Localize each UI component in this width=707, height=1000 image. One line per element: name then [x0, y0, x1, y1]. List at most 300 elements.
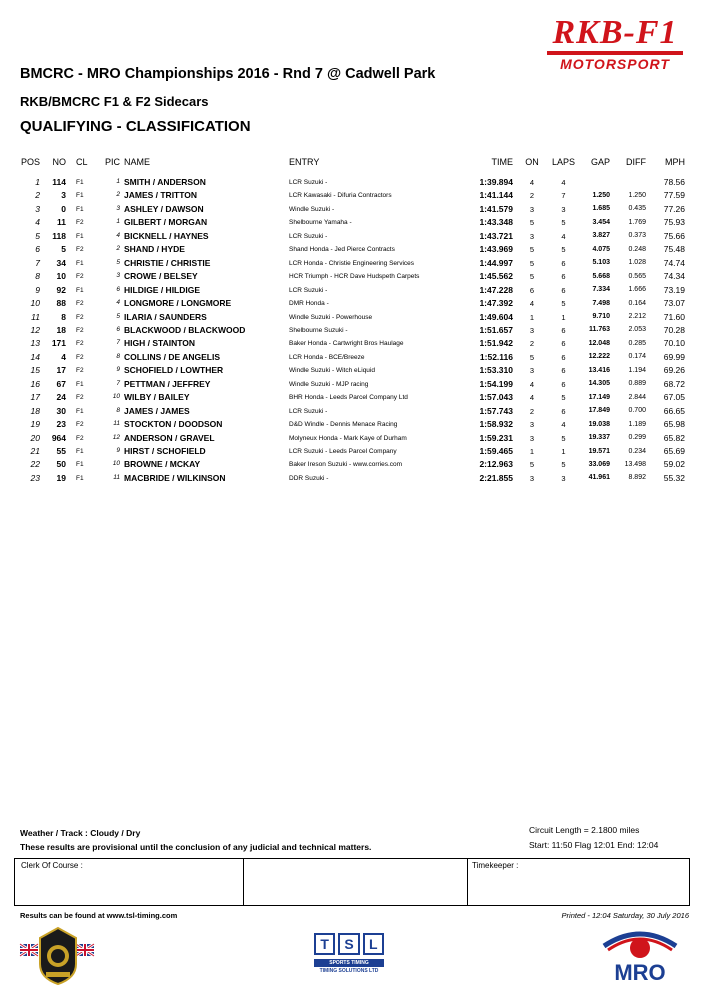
cell-cl: F1	[76, 407, 84, 415]
cell-diff: 1.189	[628, 420, 646, 428]
cell-cl: F2	[76, 394, 84, 402]
cell-laps: 6	[561, 272, 566, 282]
cell-no: 67	[56, 378, 66, 389]
cell-diff: 0.373	[628, 232, 646, 240]
cell-entry: DDR Suzuki -	[289, 474, 329, 482]
cell-cl: F1	[76, 205, 84, 213]
cell-pic: 11	[113, 473, 120, 481]
cell-pic: 10	[112, 393, 120, 401]
cell-mph: 69.99	[663, 351, 685, 362]
cell-pos: 22	[30, 459, 40, 470]
cell-entry: Windle Suzuki - Witch eLiquid	[289, 367, 375, 375]
cell-no: 114	[52, 177, 66, 187]
cell-pos: 9	[35, 284, 40, 295]
cell-gap: 5.103	[592, 259, 610, 267]
cell-name: BROWNE / MCKAY	[124, 459, 201, 470]
cell-entry: Shelbourne Yamaha -	[289, 219, 352, 227]
cell-on: 1	[529, 447, 535, 456]
cell-mph: 77.59	[663, 190, 685, 201]
cell-entry: LCR Suzuki -	[289, 286, 328, 294]
cell-on: 3	[529, 231, 535, 241]
cell-pic: 9	[116, 447, 120, 454]
cell-pos: 4	[35, 217, 40, 228]
cell-on: 2	[529, 406, 535, 416]
cell-no: 171	[51, 338, 66, 349]
cell-gap: 5.668	[592, 272, 610, 280]
cell-name: HIGH / STAINTON	[124, 338, 195, 349]
cell-laps: 1	[561, 312, 566, 322]
cell-on: 4	[529, 379, 535, 389]
cell-laps: 6	[561, 285, 566, 295]
cell-cl: F2	[76, 353, 84, 361]
cell-diff: 0.234	[628, 447, 646, 455]
header-on: ON	[525, 157, 539, 167]
cell-no: 4	[61, 351, 66, 362]
cell-on: 5	[529, 352, 535, 362]
cell-cl: F1	[76, 448, 84, 455]
table-row	[0, 243, 707, 256]
cell-diff: 0.248	[628, 245, 646, 253]
cell-gap: 4.075	[592, 245, 610, 253]
cell-pic: 3	[116, 272, 120, 280]
cell-pic: 8	[116, 352, 120, 360]
cell-no: 3	[61, 190, 66, 201]
cell-cl: F2	[76, 313, 84, 321]
cell-pos: 12	[30, 324, 40, 335]
cell-entry: Windle Suzuki - MJP racing	[289, 380, 369, 388]
cell-pos: 1	[35, 177, 40, 187]
bmcrc-badge-icon	[18, 926, 98, 986]
cell-on: 5	[529, 245, 535, 255]
table-row	[0, 351, 707, 364]
cell-diff: 0.889	[628, 380, 646, 388]
cell-no: 17	[56, 365, 66, 376]
table-row	[0, 230, 707, 243]
cell-time: 2:21.855	[479, 472, 513, 483]
header-name: NAME	[124, 157, 151, 167]
cell-entry: DMR Honda -	[289, 300, 329, 308]
table-row	[0, 337, 707, 350]
table-row	[0, 445, 707, 458]
cell-mph: 67.05	[663, 392, 685, 403]
table-row	[0, 297, 707, 310]
cell-on: 3	[529, 473, 535, 483]
table-row	[0, 176, 707, 189]
cell-pos: 3	[35, 203, 40, 214]
cell-laps: 6	[561, 406, 566, 416]
cell-gap: 33.069	[588, 460, 610, 468]
clerk-of-course-label: Clerk Of Course :	[21, 861, 83, 870]
cell-diff: 2.212	[628, 313, 646, 320]
cell-pic: 12	[112, 433, 120, 441]
cell-no: 0	[61, 203, 66, 214]
cell-cl: F2	[76, 300, 84, 308]
cell-name: WILBY / BAILEY	[124, 392, 190, 403]
cell-diff: 13.498	[624, 460, 646, 468]
circuit-length: Circuit Length = 2.1800 miles	[529, 825, 640, 835]
cell-time: 1:39.894	[479, 177, 513, 187]
rkb-f1-logo	[541, 16, 689, 76]
cell-no: 34	[56, 257, 66, 268]
cell-pic: 6	[116, 325, 120, 333]
table-row	[0, 324, 707, 337]
header-diff: DIFF	[626, 157, 646, 167]
cell-laps: 4	[561, 178, 566, 187]
cell-mph: 73.07	[663, 298, 685, 309]
tsl-letter-t: T	[314, 933, 335, 955]
header-gap: GAP	[590, 157, 610, 167]
timekeeper-label: Timekeeper :	[472, 861, 519, 870]
cell-entry: LCR Suzuki -	[289, 179, 328, 186]
cell-name: CROWE / BELSEY	[124, 271, 198, 282]
cell-pos: 14	[30, 351, 40, 362]
cell-pic: 4	[116, 299, 120, 307]
cell-on: 2	[529, 191, 535, 201]
cell-time: 1:59.465	[479, 446, 513, 456]
cell-no: 50	[56, 459, 66, 470]
cell-gap: 19.571	[588, 447, 610, 455]
cell-entry: LCR Suzuki -	[289, 407, 328, 415]
cell-mph: 75.66	[663, 230, 685, 241]
cell-name: ANDERSON / GRAVEL	[124, 432, 215, 443]
cell-on: 4	[529, 178, 535, 187]
table-row	[0, 203, 707, 216]
cell-on: 5	[529, 218, 535, 228]
cell-entry: Baker Honda - Cartwright Bros Haulage	[289, 340, 404, 348]
cell-entry: LCR Suzuki -	[289, 232, 328, 240]
table-row	[0, 432, 707, 445]
cell-gap: 7.498	[592, 299, 610, 307]
cell-cl: F1	[76, 286, 84, 294]
cell-on: 5	[529, 460, 535, 470]
header-mph: MPH	[665, 157, 685, 167]
cell-time: 1:53.310	[479, 365, 513, 376]
cell-pic: 8	[116, 406, 120, 414]
logo-title: RKB-F1	[552, 14, 678, 51]
cell-no: 55	[56, 446, 66, 456]
header-entry: ENTRY	[289, 157, 320, 167]
cell-diff: 1.769	[628, 218, 646, 226]
cell-name: SHAND / HYDE	[124, 244, 185, 255]
cell-pic: 11	[113, 420, 120, 428]
cell-gap: 9.710	[592, 313, 610, 320]
cell-gap: 11.763	[588, 326, 610, 334]
cell-time: 1:57.743	[479, 405, 513, 416]
cell-mph: 66.65	[663, 405, 685, 416]
header-pos: POS	[20, 157, 40, 167]
cell-time: 1:57.043	[479, 392, 513, 403]
cell-cl: F1	[76, 380, 84, 388]
cell-gap: 1.250	[592, 191, 610, 199]
cell-pic: 3	[116, 204, 120, 212]
cell-no: 964	[51, 432, 66, 443]
cell-mph: 74.34	[663, 271, 685, 282]
header-pic: PIC	[104, 157, 120, 167]
cell-name: SMITH / ANDERSON	[124, 177, 206, 187]
cell-no: 118	[52, 230, 66, 241]
tsl-company: TIMING SOLUTIONS LTD	[319, 968, 379, 974]
cell-entry: Windle Suzuki -	[289, 205, 335, 213]
cell-pos: 2	[35, 190, 40, 201]
cell-entry: D&D Windle - Dennis Menace Racing	[289, 421, 398, 429]
weather-track: Weather / Track : Cloudy / Dry	[20, 828, 141, 838]
cell-no: 30	[56, 405, 66, 416]
cell-diff: 0.435	[628, 205, 646, 213]
cell-time: 2:12.963	[479, 459, 513, 470]
cell-laps: 5	[561, 245, 566, 255]
cell-laps: 5	[561, 218, 566, 228]
cell-cl: F1	[76, 232, 84, 240]
cell-cl: F2	[76, 421, 84, 429]
cell-gap: 13.416	[588, 366, 610, 374]
cell-time: 1:59.231	[479, 432, 513, 443]
cell-pos: 16	[30, 378, 40, 389]
cell-cl: F1	[76, 259, 84, 267]
cell-no: 11	[57, 217, 66, 228]
cell-laps: 6	[561, 325, 566, 335]
cell-gap: 19.337	[588, 434, 610, 442]
cell-laps: 7	[561, 191, 566, 201]
cell-cl: F1	[76, 474, 84, 482]
cell-time: 1:41.144	[479, 190, 513, 201]
cell-diff: 0.164	[628, 299, 646, 307]
cell-entry: LCR Honda - BCE/Breeze	[289, 353, 365, 361]
cell-on: 4	[529, 393, 535, 403]
cell-no: 18	[56, 324, 66, 335]
cell-diff: 2.053	[628, 326, 646, 334]
cell-gap: 12.222	[588, 353, 610, 361]
mro-text: MRO	[614, 960, 666, 985]
cell-cl: F2	[76, 326, 84, 334]
cell-mph: 59.02	[663, 459, 685, 470]
box-divider	[243, 859, 244, 905]
cell-entry: Windle Suzuki - Powerhouse	[289, 313, 373, 321]
cell-pos: 21	[30, 446, 40, 456]
signature-box	[14, 858, 690, 906]
cell-time: 1:52.116	[479, 351, 513, 362]
session-title: QUALIFYING - CLASSIFICATION	[20, 118, 251, 135]
cell-time: 1:43.348	[479, 217, 513, 228]
cell-laps: 5	[561, 460, 566, 470]
cell-mph: 77.26	[663, 203, 685, 214]
cell-gap: 17.849	[588, 407, 610, 415]
table-row	[0, 391, 707, 404]
cell-name: BLACKWOOD / BLACKWOOD	[124, 324, 246, 335]
cell-on: 6	[529, 285, 535, 295]
cell-laps: 6	[561, 366, 566, 376]
cell-on: 3	[529, 433, 535, 443]
cell-no: 8	[61, 311, 66, 322]
cell-no: 92	[56, 284, 66, 295]
cell-on: 5	[529, 258, 535, 268]
cell-name: CHRISTIE / CHRISTIE	[124, 257, 211, 268]
cell-pos: 8	[35, 271, 40, 282]
logo-bar	[547, 51, 683, 55]
cell-pos: 13	[30, 338, 40, 349]
cell-pos: 6	[35, 244, 40, 255]
cell-pic: 2	[116, 191, 120, 199]
cell-gap: 14.305	[588, 380, 610, 388]
cell-mph: 65.69	[663, 446, 685, 456]
cell-mph: 73.19	[663, 284, 685, 295]
header-cl: CL	[76, 157, 88, 167]
cell-name: ILARIA / SAUNDERS	[124, 311, 207, 322]
session-times: Start: 11:50 Flag 12:01 End: 12:04	[529, 840, 659, 850]
cell-on: 3	[529, 420, 535, 430]
cell-time: 1:43.721	[479, 230, 513, 241]
header-laps: LAPS	[551, 157, 575, 167]
mro-emblem-icon	[630, 938, 650, 958]
cell-diff: 0.174	[628, 353, 646, 361]
cell-time: 1:54.199	[479, 378, 513, 389]
header-no: NO	[52, 157, 66, 167]
cell-laps: 1	[561, 447, 566, 456]
cell-entry: HCR Triumph - HCR Dave Hudspeth Carpets	[289, 273, 420, 281]
table-row	[0, 216, 707, 229]
cell-laps: 5	[561, 299, 566, 309]
cell-diff: 0.565	[628, 272, 646, 280]
cell-name: STOCKTON / DOODSON	[124, 419, 223, 430]
cell-name: GILBERT / MORGAN	[124, 217, 208, 228]
cell-name: PETTMAN / JEFFREY	[124, 378, 211, 389]
cell-gap: 17.149	[588, 393, 610, 401]
cell-name: JAMES / JAMES	[124, 405, 190, 416]
mro-logo	[590, 926, 690, 986]
cell-pic: 7	[116, 379, 120, 387]
cell-laps: 5	[561, 393, 566, 403]
cell-name: COLLINS / DE ANGELIS	[124, 351, 221, 362]
printed-timestamp: Printed - 12:04 Saturday, 30 July 2016	[561, 911, 689, 920]
cell-pic: 1	[116, 218, 120, 226]
cell-pos: 19	[30, 419, 40, 430]
tsl-logo	[314, 933, 384, 979]
logo-subtitle: MOTORSPORT	[560, 56, 670, 72]
cell-cl: F2	[76, 246, 84, 254]
cell-mph: 69.26	[663, 365, 685, 376]
cell-on: 3	[529, 325, 535, 335]
cell-time: 1:47.228	[479, 284, 513, 295]
cell-mph: 70.28	[663, 324, 685, 335]
cell-laps: 4	[561, 420, 566, 430]
table-row	[0, 405, 707, 418]
cell-on: 3	[529, 204, 535, 214]
cell-cl: F2	[76, 219, 84, 227]
cell-entry: Shelbourne Suzuki -	[289, 326, 348, 334]
cell-mph: 55.32	[663, 472, 685, 483]
cell-entry: LCR Honda - Christie Engineering Services	[289, 259, 415, 267]
cell-entry: LCR Suzuki - Leeds Parcel Company	[289, 448, 397, 455]
cell-pic: 5	[116, 258, 120, 266]
cell-mph: 68.72	[663, 378, 685, 389]
cell-mph: 75.93	[663, 217, 685, 228]
cell-pic: 6	[116, 285, 120, 293]
cell-mph: 70.10	[663, 338, 685, 349]
table-row	[0, 257, 707, 270]
cell-gap: 3.827	[592, 232, 610, 240]
cell-pic: 9	[116, 366, 120, 374]
cell-laps: 5	[561, 433, 566, 443]
cell-diff: 2.844	[628, 393, 646, 401]
cell-pos: 5	[35, 230, 40, 241]
tsl-subtitle: SPORTS TIMING	[314, 959, 384, 967]
cell-mph: 65.82	[663, 432, 685, 443]
cell-pos: 20	[30, 432, 40, 443]
cell-gap: 12.048	[588, 339, 610, 347]
cell-time: 1:44.997	[479, 257, 513, 268]
cell-entry: Molyneux Honda - Mark Kaye of Durham	[289, 434, 407, 442]
cell-on: 1	[529, 312, 535, 322]
table-row	[0, 364, 707, 377]
tsl-letter-l: L	[363, 933, 384, 955]
table-row	[0, 284, 707, 297]
cell-laps: 4	[561, 231, 566, 241]
cell-time: 1:47.392	[479, 298, 513, 309]
cell-diff: 1.028	[628, 259, 646, 267]
cell-pos: 17	[30, 392, 40, 403]
cell-name: BICKNELL / HAYNES	[124, 230, 209, 241]
cell-mph: 74.74	[663, 257, 685, 268]
cell-no: 19	[56, 472, 66, 483]
cell-pic: 5	[116, 312, 120, 320]
cell-diff: 0.285	[628, 339, 646, 347]
cell-name: MACBRIDE / WILKINSON	[124, 472, 226, 483]
cell-cl: F1	[76, 461, 84, 469]
cell-cl: F2	[76, 434, 84, 442]
cell-on: 2	[529, 339, 535, 349]
cell-pos: 23	[30, 472, 40, 483]
table-row	[0, 418, 707, 431]
cell-laps: 3	[561, 204, 566, 214]
cell-cl: F2	[76, 367, 84, 375]
cell-laps: 6	[561, 379, 566, 389]
cell-laps: 6	[561, 258, 566, 268]
box-divider	[467, 859, 468, 905]
cell-pic: 2	[116, 245, 120, 253]
cell-name: ASHLEY / DAWSON	[124, 203, 204, 214]
cell-on: 5	[529, 272, 535, 282]
cell-diff: 1.666	[628, 286, 646, 294]
table-row	[0, 270, 707, 283]
cell-mph: 75.48	[663, 244, 685, 255]
cell-mph: 71.60	[663, 311, 685, 322]
cell-diff: 1.194	[628, 366, 646, 374]
cell-entry: Baker Ireson Suzuki - www.corries.com	[289, 461, 403, 469]
cell-time: 1:49.604	[479, 311, 513, 322]
cell-time: 1:51.942	[479, 338, 513, 349]
cell-time: 1:45.562	[479, 271, 513, 282]
cell-time: 1:51.657	[479, 324, 513, 335]
header-time: TIME	[491, 157, 513, 167]
cell-pic: 7	[116, 339, 120, 347]
provisional-note: These results are provisional until the conclusion of any judicial and technical matters.	[20, 842, 372, 852]
table-row	[0, 472, 707, 485]
cell-laps: 6	[561, 339, 566, 349]
cell-diff: 0.299	[628, 434, 646, 442]
cell-no: 23	[56, 419, 66, 430]
cell-time: 1:58.932	[479, 419, 513, 430]
cell-pos: 15	[30, 365, 40, 376]
cell-pos: 7	[35, 257, 40, 268]
cell-diff: 0.700	[628, 407, 646, 415]
cell-name: SCHOFIELD / LOWTHER	[124, 365, 224, 376]
results-link: Results can be found at www.tsl-timing.com	[20, 911, 178, 920]
cell-gap: 1.685	[592, 205, 610, 213]
table-row	[0, 189, 707, 202]
cell-laps: 3	[561, 473, 566, 483]
cell-time: 1:43.969	[479, 244, 513, 255]
cell-cl: F1	[76, 192, 84, 200]
cell-name: HIRST / SCHOFIELD	[124, 446, 206, 456]
